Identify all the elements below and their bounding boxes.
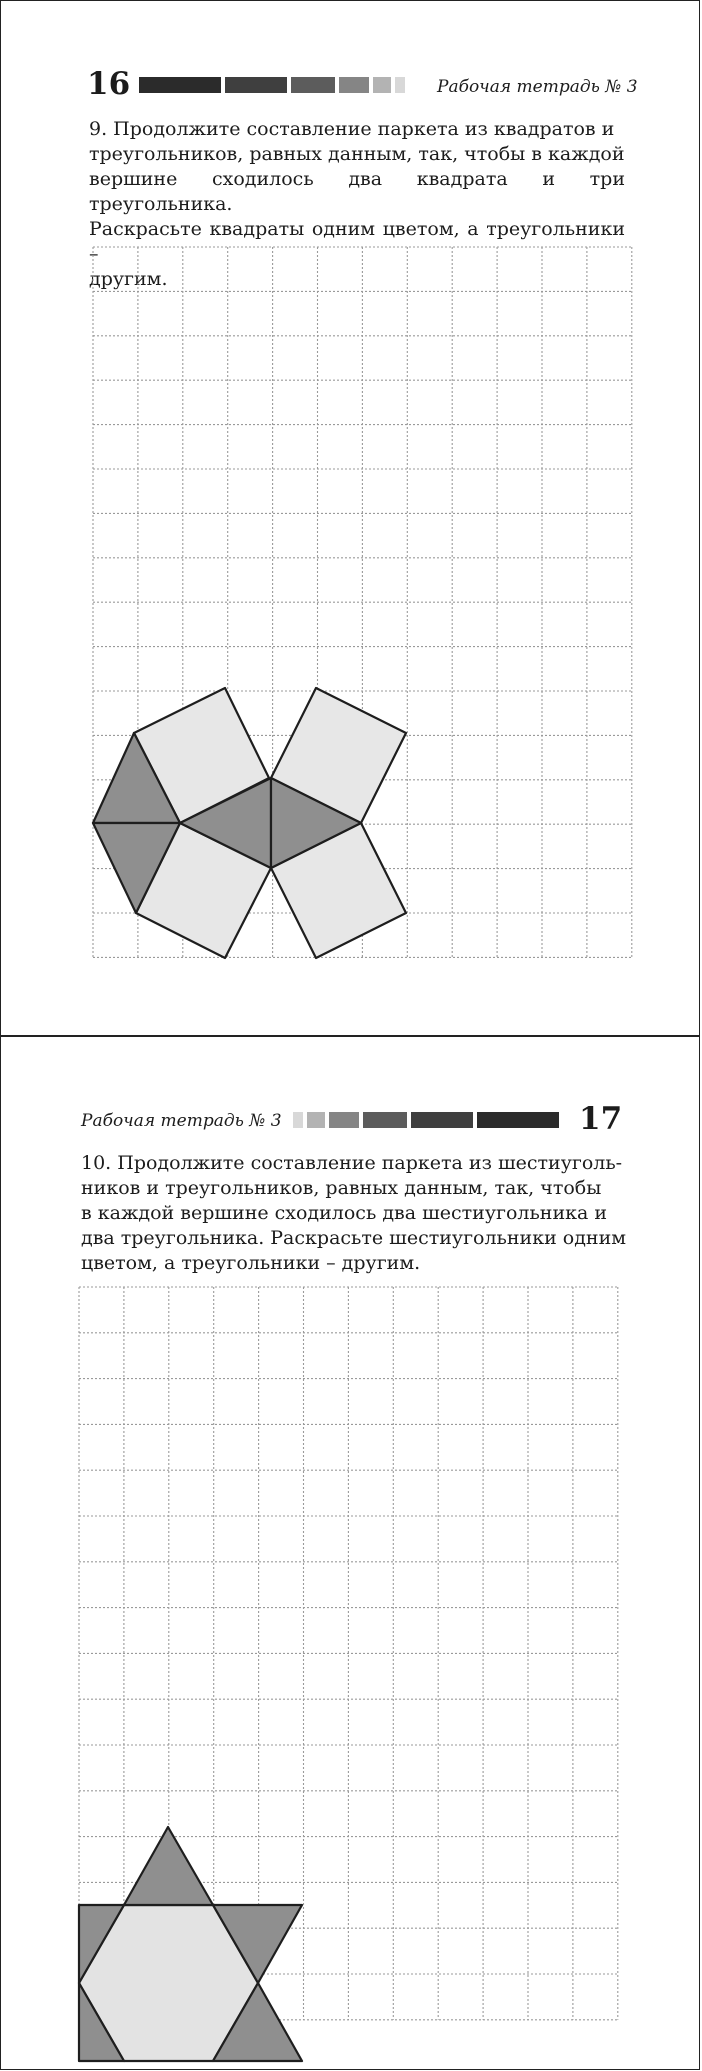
- task-line: цветом, а треугольники – другим.: [81, 1252, 421, 1274]
- square-triangle-parquet: [93, 688, 406, 958]
- hexagon-triangle-parquet: [79, 1827, 302, 2061]
- task-line: Раскрасьте квадраты одним цветом, а треугольники –: [89, 218, 625, 265]
- page-number: 16: [87, 66, 131, 102]
- task-line: 9. Продолжите составление паркета из квадратов и: [89, 118, 615, 140]
- task-10-drawing: [1, 1037, 701, 2071]
- task-line: 10. Продолжите составление паркета из шестиуголь-: [81, 1152, 623, 1174]
- page-number: 17: [579, 1101, 623, 1137]
- parquet-triangle: [124, 1827, 213, 1905]
- task-line: вершине сходилось два квадрата и три треугольника.: [89, 168, 625, 215]
- task-line: два треугольника. Раскрасьте шестиугольники одним: [81, 1227, 627, 1249]
- task-9-drawing: [1, 1, 701, 1037]
- task-line: другим.: [89, 268, 168, 290]
- workbook-page-17: [0, 1036, 700, 2070]
- task-line: треугольников, равных данным, так, чтобы в каждой: [89, 143, 625, 165]
- task-line: ников и треугольников, равных данным, так, чтобы: [81, 1177, 602, 1199]
- book-title: Рабочая тетрадь № 3: [437, 77, 638, 97]
- task-line: в каждой вершине сходилось два шестиугольника и: [81, 1202, 608, 1224]
- book-title: Рабочая тетрадь № 3: [81, 1111, 282, 1131]
- workbook-page-16: [0, 0, 700, 1036]
